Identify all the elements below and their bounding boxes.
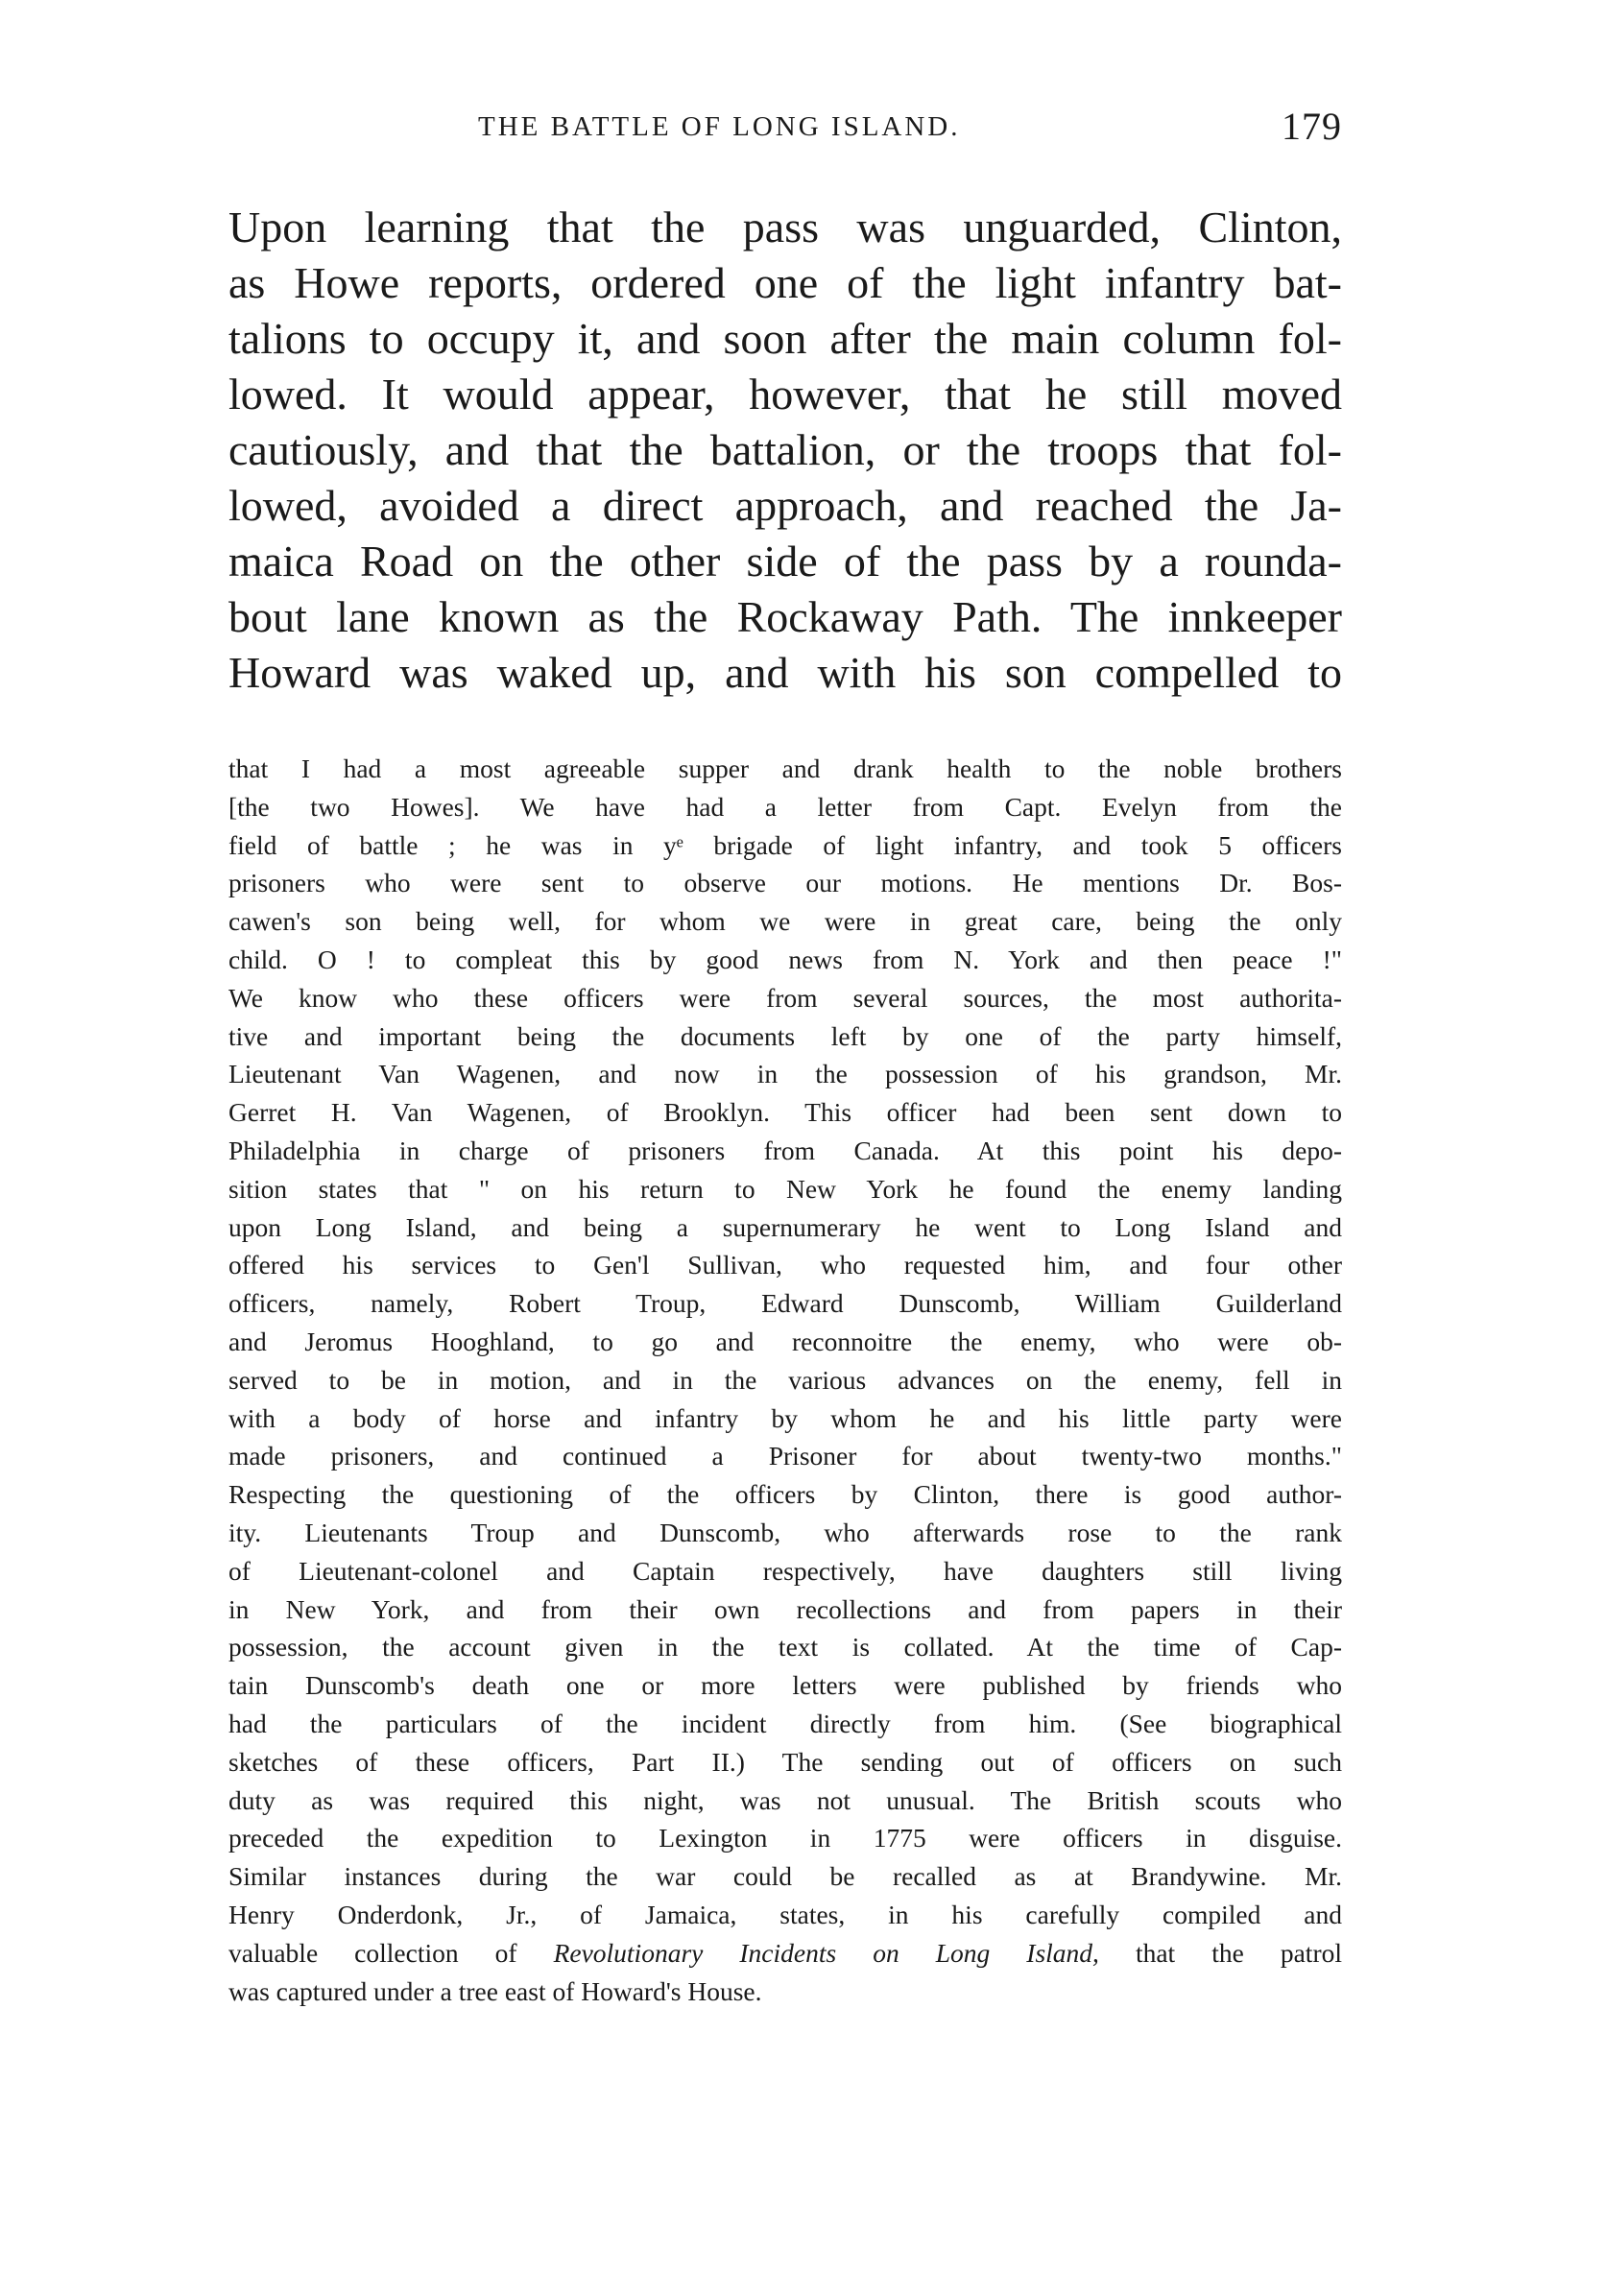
footnote-line: We know who these officers were from several sources, the most authorita- — [228, 982, 1342, 1013]
footnote-line-with-title — [228, 1934, 1342, 1973]
footnote-line: tain Dunscomb's death one or more letters were published by friends who — [228, 1670, 1342, 1701]
footnote-line: officers, namely, Robert Troup, Edward Dunscomb, William Guilderland — [228, 1288, 1342, 1319]
footnote-line: [the two Howes]. We have had a letter from Capt. Evelyn from the — [228, 791, 1342, 822]
footnote-text: that the patrol — [1098, 1937, 1342, 1968]
footnote-line: served to be in motion, and in the various advances on the enemy, fell in — [228, 1364, 1342, 1395]
running-title: THE BATTLE OF LONG ISLAND. — [478, 111, 961, 142]
footnote-line: Respecting the questioning of the officers by Clinton, there is good author- — [228, 1479, 1342, 1510]
body-line: Upon learning that the pass was unguarded, Clinton, — [228, 203, 1342, 251]
footnote-line: and Jeromus Hooghland, to go and reconnoitre the enemy, who were ob- — [228, 1326, 1342, 1356]
footnote — [228, 750, 1342, 2010]
footnote-line: offered his services to Gen'l Sullivan, who requested him, and four other — [228, 1250, 1342, 1280]
footnote-line: duty as was required this night, was not unusual. The British scouts who — [228, 1784, 1342, 1815]
footnote-line: upon Long Island, and being a supernumerary he went to Long Island and — [228, 1211, 1342, 1242]
footnote-line: in New York, and from their own recollections and from papers in their — [228, 1593, 1342, 1624]
footnote-line: that I had a most agreeable supper and drank health to the noble brothers — [228, 753, 1342, 783]
footnote-line: had the particulars of the incident directly from him. (See biographical — [228, 1708, 1342, 1738]
body-line: lowed. It would appear, however, that he still moved — [228, 370, 1342, 419]
footnote-line: sition states that " on his return to New York he found the enemy landing — [228, 1173, 1342, 1204]
body-line: maica Road on the other side of the pass by a rounda- — [228, 537, 1342, 586]
footnote-line: with a body of horse and infantry by whom he and his little party were — [228, 1402, 1342, 1433]
footnote-line: possession, the account given in the text is collated. At the time of Cap- — [228, 1632, 1342, 1662]
footnote-text: valuable collection of — [228, 1937, 554, 1968]
body-line: lowed, avoided a direct approach, and reached the Ja- — [228, 481, 1342, 530]
book-title: Revolutionary Incidents on Long Island, — [553, 1937, 1099, 1968]
footnote-line: ity. Lieutenants Troup and Dunscomb, who afterwards rose to the rank — [228, 1517, 1342, 1547]
body-line: cautiously, and that the battalion, or the troops that fol- — [228, 425, 1342, 474]
footnote-line: Gerret H. Van Wagenen, of Brooklyn. This officer had been sent down to — [228, 1097, 1342, 1128]
footnote-line: field of battle ; he was in yᵉ brigade of light infantry, and took 5 officers — [228, 829, 1342, 860]
running-head — [228, 104, 1342, 150]
footnote-line: tive and important being the documents left by one of the party himself, — [228, 1020, 1342, 1051]
footnote-line: Lieutenant Van Wagenen, and now in the possession of his grandson, Mr. — [228, 1059, 1342, 1089]
footnote-line: Similar instances during the war could be recalled as at Brandywine. Mr. — [228, 1861, 1342, 1892]
body-line: as Howe reports, ordered one of the light infantry bat- — [228, 258, 1342, 307]
body-line: talions to occupy it, and soon after the main column fol- — [228, 314, 1342, 363]
page-number: 179 — [1282, 105, 1342, 148]
footnote-line: prisoners who were sent to observe our motions. He mentions Dr. Bos- — [228, 868, 1342, 898]
body-paragraph — [228, 200, 1342, 701]
footnote-line: cawen's son being well, for whom we were in great care, being the only — [228, 906, 1342, 937]
body-line: Howard was waked up, and with his son compelled to — [228, 648, 1342, 697]
footnote-line: sketches of these officers, Part II.) The sending out of officers on such — [228, 1746, 1342, 1777]
footnote-line: Philadelphia in charge of prisoners from Canada. At this point his depo- — [228, 1135, 1342, 1165]
footnote-line: of Lieutenant-colonel and Captain respectively, have daughters still living — [228, 1555, 1342, 1586]
body-line: bout lane known as the Rockaway Path. The innkeeper — [228, 592, 1342, 641]
footnote-line: was captured under a tree east of Howard's House. — [228, 1975, 762, 2006]
footnote-line: made prisoners, and continued a Prisoner for about twenty-two months." — [228, 1441, 1342, 1471]
footnote-line: Henry Onderdonk, Jr., of Jamaica, states, in his carefully compiled and — [228, 1899, 1342, 1929]
footnote-line: child. O ! to compleat this by good news from N. York and then peace !" — [228, 944, 1342, 974]
footnote-line: preceded the expedition to Lexington in 1775 were officers in disguise. — [228, 1823, 1342, 1854]
